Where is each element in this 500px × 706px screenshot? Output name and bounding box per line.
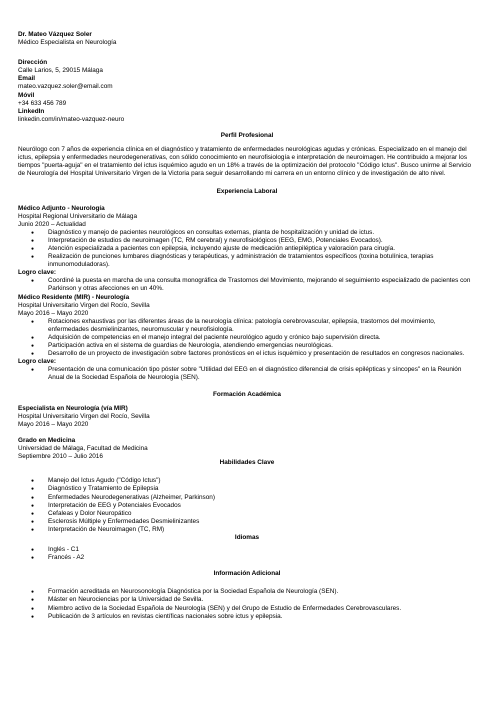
education-place: Universidad de Málaga, Facultad de Medicina: [18, 445, 148, 453]
profile-heading: Perfil Profesional: [220, 131, 274, 139]
address-value: Calle Larios, 5, 29015 Málaga: [18, 67, 103, 75]
list-item: ● Atención especializada a pacientes con epilepsia, incluyendo ajuste de medicación antiepiléptica y valoración para cirugía.: [18, 245, 476, 253]
list-item: ● Esclerosis Múltiple y Enfermedades Desmielinizantes: [18, 518, 476, 526]
education-heading: Formación Académica: [213, 390, 281, 398]
job-entry: [18, 294, 476, 383]
education-degree: Especialista en Neurología (vía MIR): [18, 404, 128, 412]
list-item: ● Publicación de 3 artículos en revistas científicas nacionales sobre ictus y epilepsia.: [18, 613, 476, 621]
candidate-name: Dr. Mateo Vázquez Soler: [18, 31, 92, 38]
education-dates: Mayo 2016 – Mayo 2020: [18, 420, 89, 428]
job-dates: Junio 2020 – Actualidad: [18, 220, 86, 228]
education-entry: [18, 405, 476, 429]
linkedin-label: LinkedIn: [18, 107, 45, 115]
list-item: ● Coordiné la puesta en marcha de una consulta monográfica de Trastornos del Movimiento, mejorando el seguimiento especializado de pacientes con Parkinson y otras afecciones en un 40%.: [18, 277, 476, 293]
experience-heading: Experiencia Laboral: [216, 188, 278, 196]
languages-heading: Idiomas: [234, 533, 260, 541]
list-item: ● Interpretación de EEG y Potenciales Evocados: [18, 502, 476, 510]
achievement-list: [18, 277, 476, 293]
skills-heading: Habilidades Clave: [219, 459, 275, 467]
additional-list: [18, 588, 476, 620]
education-degree: Grado en Medicina: [18, 436, 76, 444]
achievement-label: Logro clave:: [18, 269, 56, 277]
list-item: ● Realización de punciones lumbares diagnósticas y terapéuticas, y administración de tratamientos específicos (toxina botulínica, terapias inmunomoduladoras).: [18, 253, 476, 269]
job-place: Hospital Universitario Virgen del Rocío, Sevilla: [18, 301, 150, 309]
list-item: ● Interpretación de estudios de neuroimagen (TC, RM cerebral) y neurofisiológicos (EEG, EMG, Potenciales Evocados).: [18, 237, 476, 245]
list-item: ● Enfermedades Neurodegenerativas (Alzheimer, Parkinson): [18, 494, 476, 502]
profile-text: Neurólogo con 7 años de experiencia clínica en el diagnóstico y tratamiento de enfermedades neurológicas agudas y crónicas. Especializado en el manejo del ictus, epilepsia y enfermedades neurodegenerativas, con sólido conocimiento en neurofisiología e interpretación de neuroimagen. He contribuido a mejorar los tiempos "puerta-aguja" en el tratamiento del ictus isquémico agudo en un 18% a través de la optimización del protocolo "Código Ictus". Busco unirme al Servicio de Neurología del Hospital Universitario Virgen de la Victoria para seguir desarrollando mi carrera en un entorno clínico y de investigación de alto nivel.: [18, 146, 472, 178]
phone-value: +34 633 456 789: [18, 99, 67, 107]
achievement-list: [18, 366, 476, 382]
job-bullets: [18, 229, 476, 269]
candidate-title: Médico Especialista en Neurología: [18, 39, 117, 47]
additional-heading: Información Adicional: [213, 570, 281, 578]
job-dates: Mayo 2016 – Mayo 2020: [18, 309, 89, 317]
list-item: ● Inglés - C1: [18, 546, 476, 554]
list-item: ● Manejo del Ictus Agudo ("Código Ictus"): [18, 477, 476, 485]
job-entry: [18, 205, 476, 294]
list-item: ● Participación activa en el sistema de guardias de Neurología, atendiendo emergencias neurológicas.: [18, 342, 476, 350]
achievement-label: Logro clave:: [18, 358, 56, 366]
education-entry: [18, 437, 476, 461]
list-item: ● Francés - A2: [18, 554, 476, 562]
list-item: ● Máster en Neurociencias por la Universidad de Sevilla.: [18, 596, 476, 604]
list-item: ● Diagnóstico y manejo de pacientes neurológicos en consultas externas, planta de hospitalización y unidad de ictus.: [18, 229, 476, 237]
phone-label: Móvil: [18, 91, 35, 99]
address-label: Dirección: [18, 59, 48, 67]
list-item: ● Adquisición de competencias en el manejo integral del paciente neurológico agudo y crónico bajo supervisión directa.: [18, 334, 476, 342]
skills-list: [18, 477, 476, 534]
job-role: Médico Residente (MIR) - Neurología: [18, 293, 130, 301]
list-item: ● Miembro activo de la Sociedad Española de Neurología (SEN) y del Grupo de Estudio de Enfermedades Cerebrovasculares.: [18, 605, 476, 613]
languages-list: [18, 546, 476, 562]
contact-block: [18, 59, 476, 124]
list-item: ● Diagnóstico y Tratamiento de Epilepsia: [18, 485, 476, 493]
list-item: ● Desarrollo de un proyecto de investigación sobre factores pronósticos en el ictus isquémico y presentación de resultados en congresos nacionales.: [18, 350, 476, 358]
list-item: ● Rotaciones exhaustivas por las diferentes áreas de la neurología clínica: patología cerebrovascular, epilepsia, trastornos del movimiento, enfermedades desmielinizantes, neuromuscular y neurofisiología.: [18, 318, 476, 334]
email-label: Email: [18, 75, 36, 83]
linkedin-value[interactable]: linkedin.com/in/mateo-vazquez-neuro: [18, 115, 125, 123]
job-place: Hospital Regional Universitario de Málaga: [18, 212, 137, 220]
email-value[interactable]: mateo.vazquez.soler@email.com: [18, 83, 113, 91]
job-role: Médico Adjunto - Neurología: [18, 204, 105, 212]
list-item: ● Interpretación de Neuroimagen (TC, RM): [18, 526, 476, 534]
job-bullets: [18, 318, 476, 358]
list-item: ● Presentación de una comunicación tipo póster sobre "Utilidad del EEG en el diagnóstico diferencial de crisis epilépticas y síncopes" en la Reunión Anual de la Sociedad Española de Neurología (SEN).: [18, 366, 476, 382]
education-dates: Septiembre 2010 – Julio 2016: [18, 453, 103, 461]
list-item: ● Formación acreditada en Neurosonología Diagnóstica por la Sociedad Española de Neurología (SEN).: [18, 588, 476, 596]
education-place: Hospital Universitario Virgen del Rocío, Sevilla: [18, 412, 150, 420]
list-item: ● Cefaleas y Dolor Neuropático: [18, 510, 476, 518]
